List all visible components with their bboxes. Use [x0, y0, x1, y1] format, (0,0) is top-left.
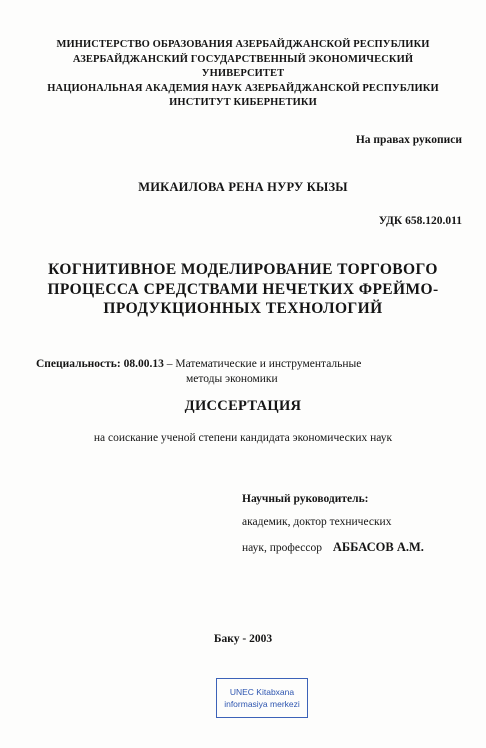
udk-code: УДК 658.120.011 — [378, 215, 462, 227]
title-line: ПРОДУКЦИОННЫХ ТЕХНОЛОГИЙ — [103, 300, 383, 317]
specialty-text: – Математические и инструментальные — [163, 358, 362, 370]
specialty-block — [36, 357, 456, 387]
title-line: ПРОЦЕССА СРЕДСТВАМИ НЕЧЕТКИХ ФРЕЙМО- — [47, 280, 439, 298]
title-line: КОГНИТИВНОЕ МОДЕЛИРОВАНИЕ ТОРГОВОГО — [48, 261, 438, 278]
header-line-university: АЗЕРБАЙДЖАНСКИЙ ГОСУДАРСТВЕННЫЙ ЭКОНОМИЧЕСКИЙ — [72, 53, 414, 65]
institution-header — [0, 38, 486, 111]
advisor-title-line: академик, доктор технических — [242, 516, 392, 528]
header-line-academy: НАЦИОНАЛЬНАЯ АКАДЕМИЯ НАУК АЗЕРБАЙДЖАНСКОЙ РЕСПУБЛИКИ — [47, 82, 439, 94]
dissertation-title — [20, 260, 466, 319]
library-stamp — [216, 678, 308, 718]
city-year: Баку - 2003 — [213, 633, 273, 645]
stamp-line: UNEC Kitabxana — [229, 687, 295, 697]
header-line-university-cont: УНИВЕРСИТЕТ — [201, 68, 285, 79]
advisor-title-prefix: наук, профессор — [242, 542, 322, 554]
advisor-name: АББАСОВ А.М. — [332, 540, 424, 554]
document-type: ДИССЕРТАЦИЯ — [184, 398, 302, 414]
manuscript-rights-note: На правах рукописи — [355, 134, 462, 146]
stamp-line: informasiya merkezi — [224, 699, 300, 709]
header-line-ministry: МИНИСТЕРСТВО ОБРАЗОВАНИЯ АЗЕРБАЙДЖАНСКОЙ РЕСПУБЛИКИ — [56, 39, 430, 50]
specialty-label: Специальность: 08.00.13 — [36, 358, 164, 370]
header-line-institute: ИНСТИТУТ КИБЕРНЕТИКИ — [169, 97, 317, 108]
advisor-title-line-2 — [242, 540, 424, 555]
author-name: МИКАИЛОВА РЕНА НУРУ КЫЗЫ — [138, 180, 348, 194]
advisor-label: Научный руководитель: — [242, 493, 369, 505]
specialty-text-cont: методы экономики — [186, 373, 278, 385]
degree-purpose: на соискание ученой степени кандидата экономических наук — [93, 432, 393, 444]
